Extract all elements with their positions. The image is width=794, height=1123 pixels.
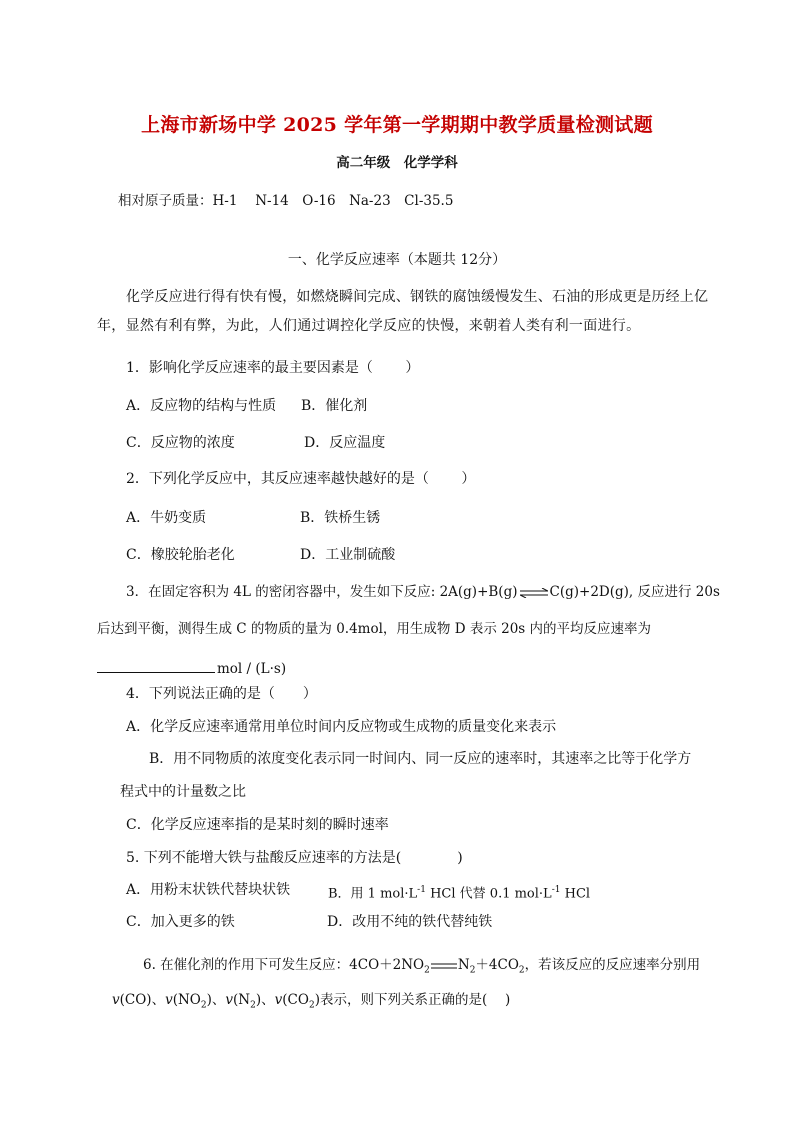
- subscript: 2: [518, 965, 525, 976]
- question-1-stem: 1．影响化学反应速率的最主要因素是（ ）: [126, 360, 420, 376]
- question-5-option-b-part-1: B．用 1 mol·L: [328, 886, 418, 902]
- question-5-stem: 5. 下列不能增大铁与盐酸反应速率的方法是( ): [126, 850, 463, 866]
- question-4-option-b-line-1: B．用不同物质的浓度变化表示同一时间内、同一反应的速率时，其速率之比等于化学方: [149, 751, 692, 767]
- question-5-option-a: A．用粉末状铁代替块状铁: [126, 882, 291, 898]
- question-6-stem-part-3: ＋4CO: [475, 957, 519, 973]
- subscript: 2: [424, 965, 430, 976]
- equals-arrow-icon: [431, 962, 457, 970]
- question-3-stem-part-1: 3．在固定容积为 4L 的密闭容器中，发生如下反应: 2A(g)+B(g): [126, 584, 518, 600]
- question-2-option-b: B．铁桥生锈: [300, 510, 381, 526]
- question-3-unit: mol / (L·s): [217, 661, 287, 677]
- intro-line-2: 年，显然有利有弊，为此，人们通过调控化学反应的快慢，来朝着人类有利一面进行。: [97, 318, 641, 334]
- exam-subtitle: 高二年级 化学学科: [336, 155, 458, 171]
- subscript: 2: [308, 1000, 315, 1011]
- question-2-option-a: A．牛奶变质: [126, 510, 207, 526]
- superscript: -1: [417, 885, 426, 895]
- reversible-arrow-icon: [520, 588, 548, 598]
- question-2-option-d: D．工业制硫酸: [300, 547, 396, 563]
- question-1-option-a: A．反应物的结构与性质: [126, 398, 277, 414]
- question-6-line-1: [143, 955, 700, 981]
- exam-title: 上海市新场中学 2025 学年第一学期期中教学质量检测试题: [141, 114, 653, 136]
- question-4-stem: 4．下列说法正确的是（ ）: [126, 686, 317, 702]
- section-heading: 一、化学反应速率（本题共 12分）: [287, 252, 507, 268]
- question-6-stem-part-2: N: [457, 957, 470, 973]
- question-1-option-c: C．反应物的浓度: [126, 435, 235, 451]
- question-1-option-b: B．催化剂: [301, 398, 368, 414]
- question-5-option-b-part-2: HCl 代替 0.1 mol·L: [425, 886, 552, 902]
- question-6-line-2-tail: 表示，则下列关系正确的是( ): [319, 992, 511, 1008]
- question-4-option-a: A．化学反应速率通常用单位时间内反应物或生成物的质量变化来表示: [126, 719, 557, 735]
- intro-line-1: 化学反应进行得有快有慢，如燃烧瞬间完成、钢铁的腐蚀缓慢发生、石油的形成更是历经上亿: [126, 289, 709, 305]
- question-4-option-b-line-2: 程式中的计量数之比: [120, 784, 246, 800]
- question-3-line-1: [126, 582, 720, 602]
- question-3-stem-part-2: C(g)+2D(g), 反应进行 20s: [549, 584, 720, 600]
- question-2-stem: 2．下列化学反应中，其反应速率越快越好的是（ ）: [126, 471, 476, 487]
- question-6-stem-part-4: ，若该反应的反应速率分别用: [524, 957, 701, 973]
- question-5-option-b-part-3: HCl: [560, 886, 591, 902]
- subscript: 2: [200, 1000, 207, 1011]
- question-4-option-c: C．化学反应速率指的是某时刻的瞬时速率: [126, 817, 389, 833]
- subscript: 2: [250, 1000, 256, 1011]
- answer-blank[interactable]: [97, 658, 215, 673]
- question-5-option-b: [328, 880, 590, 904]
- question-6-stem-part-1: 6. 在催化剂的作用下可发生反应：4CO＋2NO: [143, 957, 425, 973]
- subscript: 2: [469, 965, 476, 976]
- question-3-line-2: 后达到平衡，测得生成 C 的物质的量为 0.4mol，用生成物 D 表示 20s 内的平均反应速率为: [97, 621, 652, 637]
- question-6-line-2: v(CO)、$v(NO_2)$、$v(N_2)$、$v(CO_2)$表示，则下列关系正确的是( ): [112, 992, 511, 1011]
- question-5-option-d: D．改用不纯的铁代替纯铁: [327, 914, 493, 930]
- question-5-option-c: C．加入更多的铁: [126, 914, 235, 930]
- question-3-answer-line: [97, 658, 286, 679]
- question-1-option-d: D．反应温度: [304, 435, 386, 451]
- atomic-masses: 相对原子质量：H-1 N-14 O-16 Na-23 Cl-35.5: [118, 193, 454, 209]
- question-2-option-c: C．橡胶轮胎老化: [126, 547, 235, 563]
- superscript: -1: [551, 885, 561, 895]
